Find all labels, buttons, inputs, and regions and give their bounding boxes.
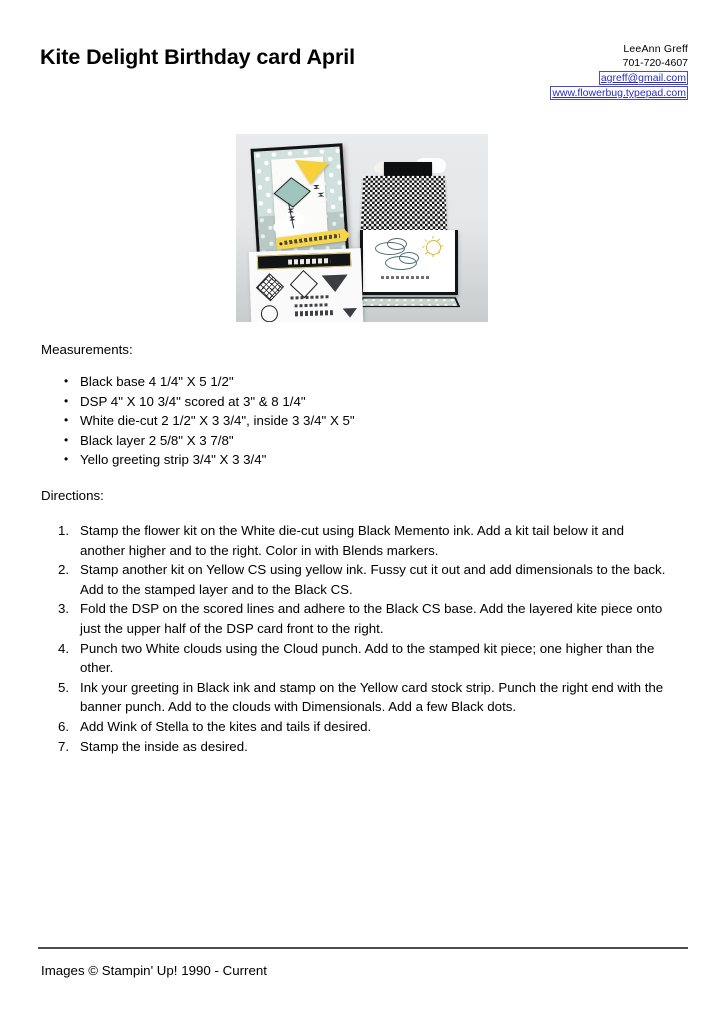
stamped-cloud (387, 238, 407, 250)
document-header (0, 0, 724, 120)
measurements-heading: Measurements: (41, 342, 133, 357)
banner-dot (279, 242, 282, 245)
footer-divider (38, 947, 688, 949)
list-item: Stamp the flower kit on the White die-cut using Black Memento ink. Add a kit tail below it and another higher and to the right. Color in with Blends markers. (80, 523, 624, 558)
list-item: • DSP 4" X 10 3/4" scored at 3" & 8 1/4" (60, 392, 660, 412)
list-item: • Black layer 2 5/8" X 3 7/8" (60, 431, 660, 451)
measurements-list (60, 372, 660, 470)
stamp-set-name-text (288, 258, 330, 264)
website-link-row (550, 86, 688, 100)
website-link[interactable]: www.flowerbug.typepad.com (552, 87, 686, 99)
stamped-sun (426, 240, 441, 255)
directions-list (58, 521, 672, 756)
stamp-set-photo-element (249, 248, 364, 322)
list-item: Stamp another kit on Yellow CS using yellow ink. Fussy cut it out and add dimensionals to the back. Add to the stamped layer and to the Black CS. (80, 562, 666, 597)
stamp-kite-triangle (322, 275, 349, 293)
contact-name: LeeAnn Greff (623, 43, 688, 55)
contact-phone: 701-720-4607 (622, 57, 688, 69)
stamp-sun (261, 305, 279, 322)
photo-canvas (236, 134, 488, 322)
banner-greeting-text (284, 233, 340, 244)
list-item: Punch two White clouds using the Cloud punch. Add to the stamped kit piece; one higher than the other. (80, 640, 655, 676)
card-inside-panel (360, 230, 458, 295)
stamp-greeting-line (290, 295, 330, 300)
stamp-greeting-line (295, 303, 329, 307)
stamp-kite-triangle (343, 308, 358, 318)
list-item: • Yello greeting strip 3/4" X 3 3/4" (60, 450, 660, 470)
list-item: • White die-cut 2 1/2" X 3 3/4", inside 3 3/4" X 5" (60, 411, 660, 431)
list-item: Stamp the inside as desired. (80, 738, 248, 754)
stamped-cloud (399, 252, 419, 264)
email-link-row (550, 71, 688, 85)
list-item: Add Wink of Stella to the kites and tails if desired. (80, 718, 372, 734)
page-title: Kite Delight Birthday card April (40, 45, 355, 69)
list-item: Ink your greeting in Black ink and stamp on the Yellow card stock strip. Punch the right end with the banner punch. Add to the clouds with Dimensionals. Add a few Black dots. (80, 679, 664, 715)
card-inside-photo-element (354, 156, 458, 302)
easel-base (358, 297, 461, 307)
email-link[interactable]: agreff@gmail.com (600, 72, 686, 84)
stamp-set-label (257, 252, 351, 269)
stamp-kite-outline (290, 270, 318, 298)
houndstooth-dsp (361, 176, 448, 236)
stamp-birthday-line (295, 310, 333, 316)
footer-credit: Images © Stampin' Up! 1990 - Current (41, 963, 267, 978)
project-photo (236, 134, 488, 322)
directions-heading: Directions: (41, 488, 104, 503)
inside-greeting-text (381, 276, 429, 280)
list-item: Fold the DSP on the scored lines and adhere to the Black CS base. Add the layered kite piece onto just the upper half of the DSP card front to the right. (80, 601, 663, 636)
contact-block (550, 42, 688, 100)
list-item: • Black base 4 1/4" X 5 1/2" (60, 372, 660, 392)
stamp-kite-grid (256, 273, 284, 301)
